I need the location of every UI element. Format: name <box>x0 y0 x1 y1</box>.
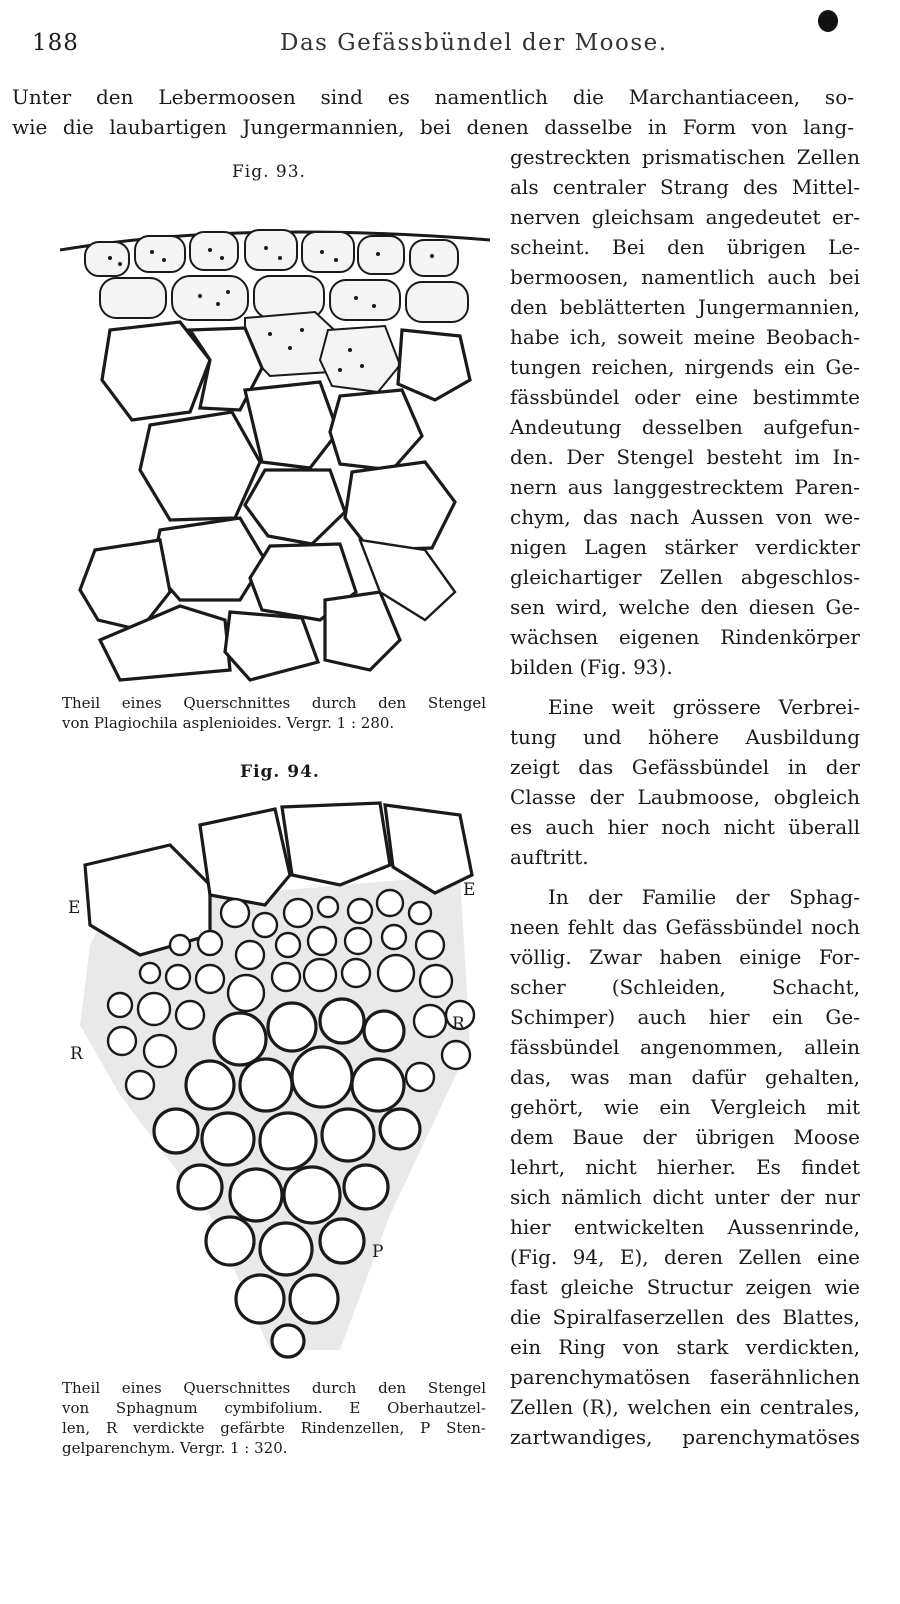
text-line: zartwandiges, parenchymatöses <box>510 1425 860 1449</box>
fig93-illustration <box>40 200 500 690</box>
text-line: gleichartiger Zellen abgeschlos- <box>510 565 860 589</box>
fig93-caption <box>62 693 486 733</box>
text-line: hier entwickelten Aussenrinde, <box>510 1215 860 1239</box>
text-line: Zellen (R), welchen ein centrales, <box>510 1395 860 1419</box>
caption-line: Theil eines Querschnittes durch den Stengel <box>62 1379 486 1397</box>
text-line: tungen reichen, nirgends ein Ge- <box>510 355 860 379</box>
text-line: dem Baue der übrigen Moose <box>510 1125 860 1149</box>
label-R-left: R <box>70 1044 83 1064</box>
text-line: sen wird, welche den diesen Ge- <box>510 595 860 619</box>
text-line: das, was man dafür gehalten, <box>510 1065 860 1089</box>
label-E-left: E <box>68 898 81 918</box>
text-line: bermoosen, namentlich auch bei <box>510 265 860 289</box>
text-line: scheint. Bei den übrigen Le- <box>510 235 860 259</box>
text-line: nerven gleichsam angedeutet er- <box>510 205 860 229</box>
text-line: nern aus langgestrecktem Paren- <box>510 475 860 499</box>
caption-line: Theil eines Querschnittes durch den Stengel <box>62 694 486 712</box>
text-line: sich nämlich dicht unter der nur <box>510 1185 860 1209</box>
text-line: tung und höhere Ausbildung <box>510 725 860 749</box>
text-line: Andeutung desselben aufgefun- <box>510 415 860 439</box>
text-line: Eine weit grössere Verbrei- <box>548 695 860 719</box>
text-line: Schimper) auch hier ein Ge- <box>510 1005 860 1029</box>
label-P: P <box>372 1242 384 1262</box>
text-line: Classe der Laubmoose, obgleich <box>510 785 860 809</box>
caption-line: von Sphagnum cymbifolium. E Oberhautzel- <box>62 1399 486 1417</box>
page-number: 188 <box>32 30 79 56</box>
label-E-right: E <box>463 880 476 900</box>
caption-line: von Plagiochila asplenioides. Vergr. 1 : 280. <box>62 714 395 732</box>
text-line: scher (Schleiden, Schacht, <box>510 975 860 999</box>
text-line: wächsen eigenen Rindenkörper <box>510 625 860 649</box>
caption-line: gelparenchym. Vergr. 1 : 320. <box>62 1439 288 1457</box>
text-line: chym, das nach Aussen von we- <box>510 505 860 529</box>
text-line: lehrt, nicht hierher. Es findet <box>510 1155 860 1179</box>
running-title: Das Gefässbündel der Moose. <box>280 30 668 56</box>
text-line: die Spiralfaserzellen des Blattes, <box>510 1305 860 1329</box>
fig94-illustration <box>60 795 500 1365</box>
text-line: habe ich, soweit meine Beobach- <box>510 325 860 349</box>
text-line: auftritt. <box>510 845 589 869</box>
text-line: gestreckten prismatischen Zellen <box>510 145 860 169</box>
fig94-caption <box>62 1378 486 1458</box>
text-line: als centraler Strang des Mittel- <box>510 175 860 199</box>
text-line: gehört, wie ein Vergleich mit <box>510 1095 860 1119</box>
text-line: den. Der Stengel besteht im In- <box>510 445 860 469</box>
text-line: völlig. Zwar haben einige For- <box>510 945 860 969</box>
text-line: fässbündel angenommen, allein <box>510 1035 860 1059</box>
text-line: In der Familie der Sphag- <box>548 885 860 909</box>
label-R-right: R <box>452 1014 465 1034</box>
text-line: nigen Lagen stärker verdickter <box>510 535 860 559</box>
text-line: zeigt das Gefässbündel in der <box>510 755 860 779</box>
text-line: neen fehlt das Gefässbündel noch <box>510 915 860 939</box>
fig94-label: Fig. 94. <box>240 762 320 782</box>
text-line: parenchymatösen faserähnlichen <box>510 1365 860 1389</box>
text-line: den beblätterten Jungermannien, <box>510 295 860 319</box>
text-line: fast gleiche Structur zeigen wie <box>510 1275 860 1299</box>
text-line: (Fig. 94, E), deren Zellen eine <box>510 1245 860 1269</box>
text-line: bilden (Fig. 93). <box>510 655 673 679</box>
text-line: fässbündel oder eine bestimmte <box>510 385 860 409</box>
intro-line-1: Unter den Lebermoosen sind es namentlich die Marchantiaceen, so- <box>12 85 854 109</box>
text-line: ein Ring von stark verdickten, <box>510 1335 860 1359</box>
caption-line: len, R verdickte gefärbte Rindenzellen, P Sten- <box>62 1419 486 1437</box>
fig93-label: Fig. 93. <box>232 162 306 182</box>
intro-line-2: wie die laubartigen Jungermannien, bei denen dasselbe in Form von lang- <box>12 115 854 139</box>
ink-blot <box>818 10 838 32</box>
text-line: es auch hier noch nicht überall <box>510 815 860 839</box>
